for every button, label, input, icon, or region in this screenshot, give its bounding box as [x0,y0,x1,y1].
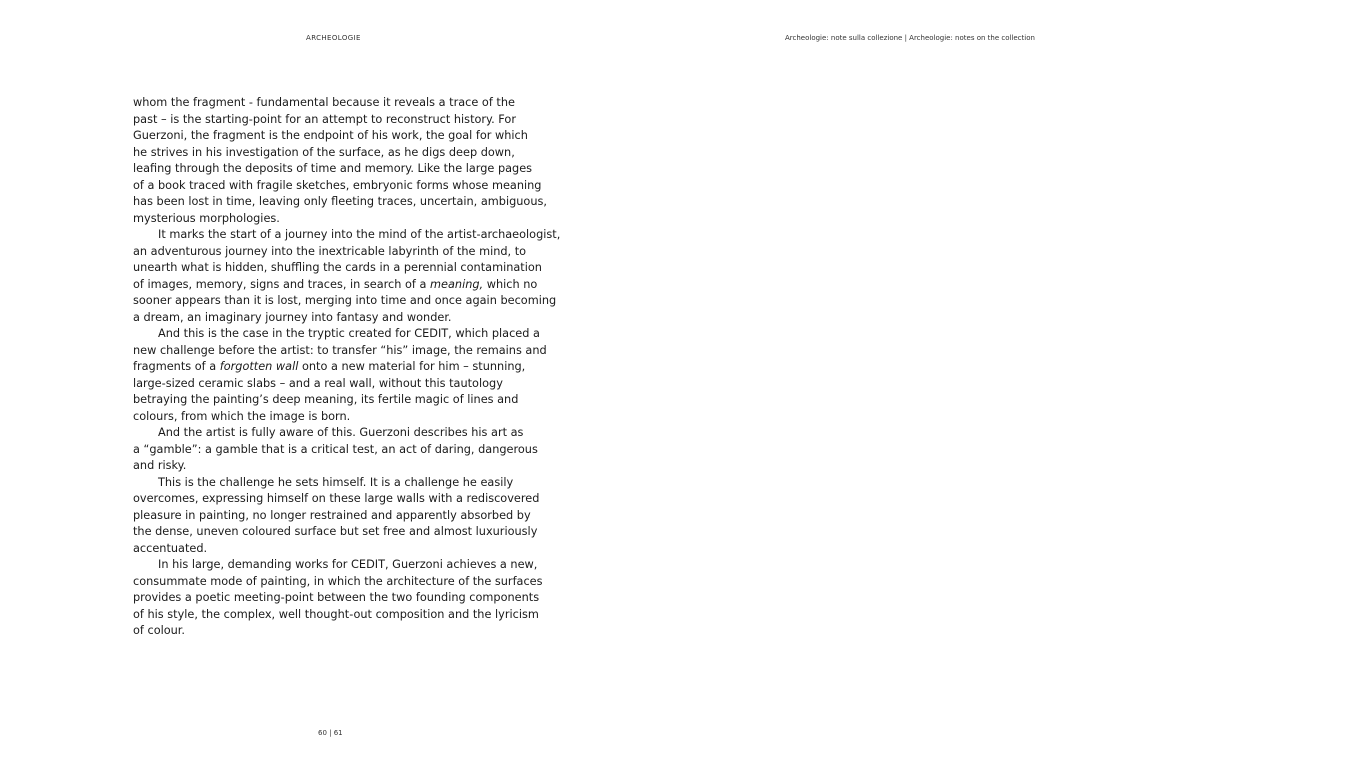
text-line: colours, from which the image is born. [133,409,351,423]
italic-term-meaning: meaning, [430,277,484,291]
text-line: unearth what is hidden, shuffling the cards in a perennial contamination [133,261,542,274]
text-line: And the artist is fully aware of this. Guerzoni describes his art as [158,426,524,439]
italic-term-forgotten-wall: forgotten wall [219,360,299,373]
text-line: large-sized ceramic slabs – and a real wall, without this tautology [133,376,503,390]
text-line: the dense, uneven coloured surface but set free and almost luxuriously [133,525,538,538]
text-line: a “gamble”: a gamble that is a critical test, an act of daring, dangerous [133,442,538,456]
text-line: and risky. [133,459,187,472]
text-line: Guerzoni, the fragment is the endpoint of his work, the goal for which [133,129,528,142]
text-line: leafing through the deposits of time and memory. Like the large pages [133,162,533,175]
text-line: In his large, demanding works for CEDIT, Guerzoni achieves a new, [158,558,538,571]
running-head-left: ARCHEOLOGIE [306,34,361,42]
text-line: betraying the painting’s deep meaning, its fertile magic of lines and [133,393,519,406]
text-line: whom the fragment - fundamental because it reveals a trace of the [133,96,515,109]
text-line: provides a poetic meeting-point between the two founding components [133,591,540,604]
text-line: accentuated. [133,541,208,555]
text-line [133,277,538,294]
body-text [133,95,561,640]
text-line [133,359,533,376]
text-line: pleasure in painting, no longer restrained and apparently absorbed by [133,508,531,522]
text-line: an adventurous journey into the inextricable labyrinth of the mind, to [133,244,527,258]
text-line: has been lost in time, leaving only fleeting traces, uncertain, ambiguous, [133,195,547,208]
paragraph-5 [133,475,540,558]
text-line: of colour. [133,624,186,637]
running-head-right: Archeologie: note sulla collezione | Archeologie: notes on the collection [785,34,1035,42]
text-line: And this is the case in the tryptic created for CEDIT, which placed a [158,327,540,340]
text-line: overcomes, expressing himself on these large walls with a rediscovered [133,492,540,505]
text-run: which no [483,277,538,291]
paragraph-6 [133,557,543,640]
text-line: sooner appears than it is lost, merging into time and once again becoming [133,294,557,307]
text-line: of his style, the complex, well thought-out composition and the lyricism [133,607,539,621]
text-line: It marks the start of a journey into the mind of the artist-archaeologist, [158,228,561,241]
text-line: of a book traced with fragile sketches, embryonic forms whose meaning [133,178,542,192]
text-line: new challenge before the artist: to transfer “his” image, the remains and [133,343,547,357]
text-line: past – is the starting-point for an attempt to reconstruct history. For [133,112,516,126]
text-line: This is the challenge he sets himself. It is a challenge he easily [158,475,514,489]
text-line: he strives in his investigation of the surface, as he digs deep down, [133,145,515,159]
text-run: of images, memory, signs and traces, in search of a [133,277,431,291]
paragraph-1 [133,95,547,227]
page-numbers: 60 | 61 [318,729,343,737]
text-line: a dream, an imaginary journey into fantasy and wonder. [133,310,452,324]
paragraph-4 [133,425,538,475]
text-run: onto a new material for him – stunning, [298,360,526,373]
text-line: consummate mode of painting, in which the architecture of the surfaces [133,574,543,588]
text-line: mysterious morphologies. [133,211,280,225]
text-run: fragments of a [133,360,220,373]
paragraph-2 [133,227,561,326]
paragraph-3 [133,326,547,425]
